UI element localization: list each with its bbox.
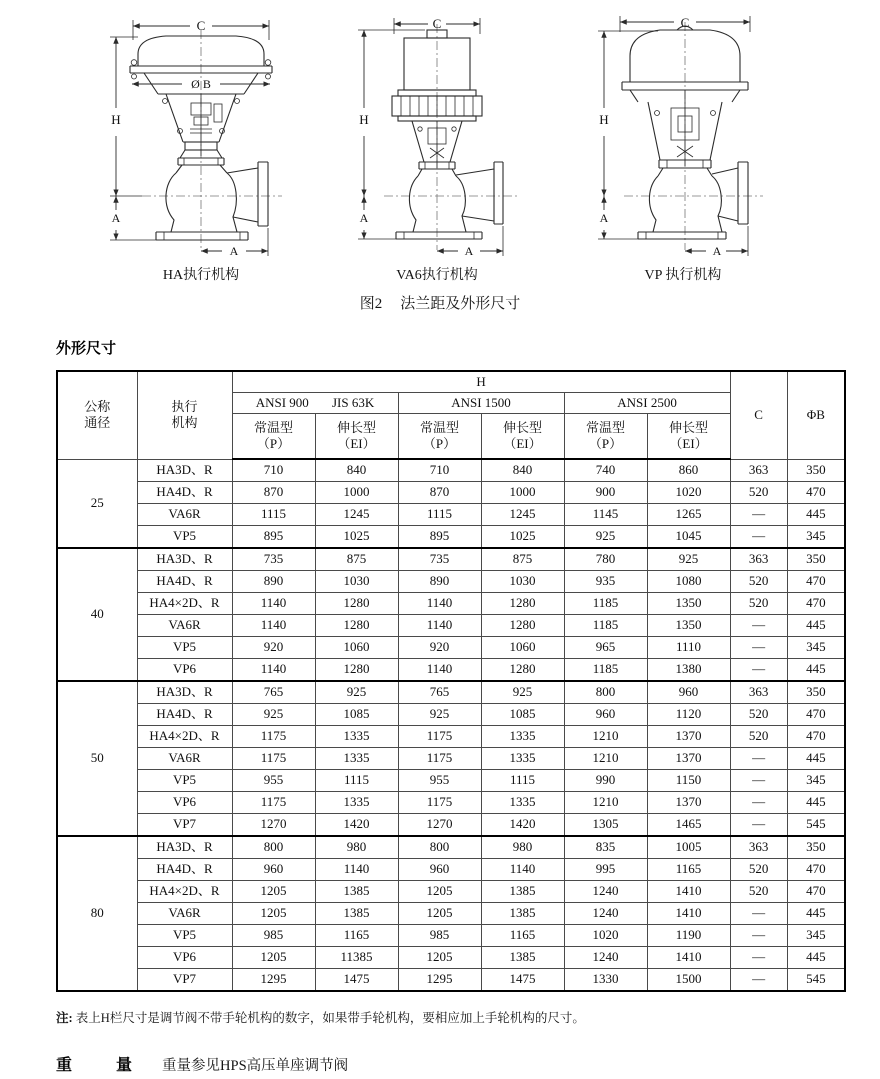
figure2-caption: [0, 292, 880, 313]
value-cell: 925: [398, 704, 481, 726]
actuator-model-cell: HA4×2D、R: [137, 726, 232, 748]
figure-ha-actuator: [86, 10, 316, 284]
value-cell: 955: [398, 770, 481, 792]
actuator-model-cell: HA4D、R: [137, 859, 232, 881]
value-cell: 1205: [232, 881, 315, 903]
col-header-ansi900-jis63k: ANSI 900 JIS 63K: [232, 393, 398, 414]
value-cell: 925: [315, 681, 398, 704]
value-cell: 1175: [398, 748, 481, 770]
value-cell: 1000: [481, 482, 564, 504]
dimensions-table: [56, 370, 846, 992]
dim-label-c: C: [680, 15, 690, 30]
value-cell: 1140: [315, 859, 398, 881]
value-cell: 545: [787, 969, 845, 992]
table-row: [57, 637, 845, 659]
dim-label-a-horiz: A: [229, 244, 239, 258]
value-cell: 800: [564, 681, 647, 704]
value-cell: 800: [398, 836, 481, 859]
dim-label-h: H: [599, 112, 609, 127]
value-cell: 470: [787, 571, 845, 593]
value-cell: 1335: [315, 792, 398, 814]
value-cell: —: [730, 615, 787, 637]
value-cell: 1210: [564, 726, 647, 748]
value-cell: 925: [647, 548, 730, 571]
value-cell: 520: [730, 482, 787, 504]
value-cell: 1385: [315, 881, 398, 903]
value-cell: 1295: [232, 969, 315, 992]
value-cell: 1295: [398, 969, 481, 992]
value-cell: 520: [730, 859, 787, 881]
value-cell: 1205: [398, 903, 481, 925]
value-cell: 895: [398, 526, 481, 549]
value-cell: 1140: [398, 615, 481, 637]
dim-label-a-vert: A: [111, 211, 121, 225]
value-cell: 1335: [481, 748, 564, 770]
figure-caption-va6: VA6执行机构: [396, 268, 478, 283]
value-cell: 1140: [398, 593, 481, 615]
col-header-extended-type: 伸长型 （EI）: [647, 414, 730, 460]
value-cell: 1205: [398, 881, 481, 903]
value-cell: 960: [564, 704, 647, 726]
value-cell: 1060: [315, 637, 398, 659]
value-cell: 1335: [481, 792, 564, 814]
col-header-normal-type: 常温型 （P）: [564, 414, 647, 460]
figure-row: [86, 10, 880, 284]
value-cell: 920: [398, 637, 481, 659]
table-row: [57, 947, 845, 969]
table-row: [57, 681, 845, 704]
value-cell: 890: [398, 571, 481, 593]
weight-heading-char2: 量: [116, 1055, 133, 1074]
dim-label-a-vert: A: [359, 211, 369, 225]
value-cell: 1410: [647, 881, 730, 903]
value-cell: 1190: [647, 925, 730, 947]
value-cell: 1140: [481, 859, 564, 881]
value-cell: 1240: [564, 947, 647, 969]
dim-label-phi-b: Ø B: [191, 77, 211, 91]
weight-heading-char1: 重: [56, 1055, 73, 1074]
actuator-model-cell: VP7: [137, 969, 232, 992]
value-cell: 1205: [232, 947, 315, 969]
value-cell: —: [730, 659, 787, 682]
value-cell: 1030: [481, 571, 564, 593]
value-cell: 1245: [481, 504, 564, 526]
value-cell: 1115: [481, 770, 564, 792]
value-cell: 345: [787, 526, 845, 549]
value-cell: 1500: [647, 969, 730, 992]
col-header-ansi2500: ANSI 2500: [564, 393, 730, 414]
value-cell: 1085: [315, 704, 398, 726]
actuator-model-cell: VP5: [137, 770, 232, 792]
value-cell: 1420: [481, 814, 564, 837]
actuator-model-cell: VA6R: [137, 615, 232, 637]
value-cell: 1165: [315, 925, 398, 947]
value-cell: 363: [730, 681, 787, 704]
table-row: [57, 704, 845, 726]
actuator-model-cell: VP5: [137, 526, 232, 549]
value-cell: 1465: [647, 814, 730, 837]
value-cell: 870: [232, 482, 315, 504]
value-cell: 780: [564, 548, 647, 571]
value-cell: 1335: [315, 748, 398, 770]
value-cell: 875: [315, 548, 398, 571]
value-cell: —: [730, 526, 787, 549]
actuator-model-cell: HA4D、R: [137, 571, 232, 593]
table-row: [57, 792, 845, 814]
weight-text: 重量参见HPS高压单座调节阀: [162, 1058, 349, 1074]
value-cell: 1000: [315, 482, 398, 504]
value-cell: 960: [398, 859, 481, 881]
value-cell: 1385: [481, 881, 564, 903]
value-cell: 1270: [398, 814, 481, 837]
value-cell: 925: [232, 704, 315, 726]
value-cell: 520: [730, 704, 787, 726]
value-cell: 1185: [564, 659, 647, 682]
value-cell: 11385: [315, 947, 398, 969]
table-row: [57, 593, 845, 615]
value-cell: 520: [730, 881, 787, 903]
col-header-actuator: 执行 机构: [137, 371, 232, 459]
value-cell: 1140: [232, 659, 315, 682]
actuator-model-cell: HA3D、R: [137, 548, 232, 571]
value-cell: 1205: [232, 903, 315, 925]
dim-label-a-vert: A: [599, 211, 609, 225]
value-cell: 520: [730, 571, 787, 593]
table-row: [57, 615, 845, 637]
value-cell: 1410: [647, 903, 730, 925]
col-header-normal-type: 常温型 （P）: [398, 414, 481, 460]
actuator-model-cell: VP5: [137, 637, 232, 659]
table-row: [57, 859, 845, 881]
value-cell: 1335: [315, 726, 398, 748]
value-cell: 895: [232, 526, 315, 549]
value-cell: 1140: [232, 615, 315, 637]
value-cell: 1175: [232, 748, 315, 770]
value-cell: 935: [564, 571, 647, 593]
value-cell: 890: [232, 571, 315, 593]
dim-label-h: H: [111, 112, 121, 127]
actuator-model-cell: HA4D、R: [137, 482, 232, 504]
col-header-nominal-diameter: 公称 通径: [57, 371, 137, 459]
value-cell: 1280: [315, 615, 398, 637]
value-cell: 860: [647, 459, 730, 482]
actuator-model-cell: HA4×2D、R: [137, 593, 232, 615]
actuator-model-cell: HA4D、R: [137, 704, 232, 726]
dim-label-h: H: [359, 112, 369, 127]
table-row: [57, 459, 845, 482]
value-cell: 1110: [647, 637, 730, 659]
value-cell: 990: [564, 770, 647, 792]
value-cell: 1370: [647, 792, 730, 814]
nominal-size-cell: 50: [57, 681, 137, 836]
value-cell: 1380: [647, 659, 730, 682]
value-cell: —: [730, 814, 787, 837]
value-cell: 1185: [564, 615, 647, 637]
value-cell: 1025: [315, 526, 398, 549]
value-cell: 1335: [481, 726, 564, 748]
value-cell: 1280: [481, 615, 564, 637]
value-cell: —: [730, 504, 787, 526]
value-cell: 363: [730, 459, 787, 482]
value-cell: 470: [787, 704, 845, 726]
value-cell: —: [730, 903, 787, 925]
value-cell: 445: [787, 615, 845, 637]
figure-caption-vp: VP 执行机构: [644, 268, 722, 283]
value-cell: —: [730, 637, 787, 659]
value-cell: 1175: [398, 792, 481, 814]
table-row: [57, 659, 845, 682]
value-cell: 925: [481, 681, 564, 704]
actuator-model-cell: VA6R: [137, 748, 232, 770]
table-body: [57, 459, 845, 991]
table-row: [57, 836, 845, 859]
dim-label-c: C: [196, 18, 206, 33]
value-cell: 1060: [481, 637, 564, 659]
actuator-model-cell: VP5: [137, 925, 232, 947]
figure-va6-actuator: [332, 10, 542, 284]
value-cell: 900: [564, 482, 647, 504]
value-cell: 1045: [647, 526, 730, 549]
value-cell: 350: [787, 836, 845, 859]
value-cell: 980: [481, 836, 564, 859]
value-cell: 1020: [647, 482, 730, 504]
actuator-model-cell: VP7: [137, 814, 232, 837]
value-cell: 445: [787, 947, 845, 969]
value-cell: 920: [232, 637, 315, 659]
value-cell: 350: [787, 548, 845, 571]
note-label: 注:: [56, 1011, 73, 1025]
value-cell: 1280: [315, 659, 398, 682]
value-cell: 470: [787, 593, 845, 615]
va6-actuator-drawing: [332, 10, 542, 262]
value-cell: —: [730, 969, 787, 992]
actuator-model-cell: VA6R: [137, 504, 232, 526]
table-row: [57, 548, 845, 571]
value-cell: 1475: [315, 969, 398, 992]
value-cell: 1115: [232, 504, 315, 526]
actuator-model-cell: VA6R: [137, 903, 232, 925]
value-cell: 1085: [481, 704, 564, 726]
value-cell: 765: [398, 681, 481, 704]
value-cell: 1385: [481, 947, 564, 969]
figure-vp-actuator: [558, 10, 808, 284]
table-row: [57, 526, 845, 549]
value-cell: 870: [398, 482, 481, 504]
note-text: 表上H栏尺寸是调节阀不带手轮机构的数字，如果带手轮机构，要相应加上手轮机构的尺寸。: [75, 1011, 585, 1025]
table-row: [57, 814, 845, 837]
value-cell: 1245: [315, 504, 398, 526]
section-heading-dimensions: 外形尺寸: [56, 339, 117, 357]
table-row: [57, 969, 845, 992]
value-cell: 955: [232, 770, 315, 792]
col-header-h: H: [232, 371, 730, 393]
value-cell: 1305: [564, 814, 647, 837]
value-cell: 710: [232, 459, 315, 482]
value-cell: 1140: [398, 659, 481, 682]
value-cell: 1175: [398, 726, 481, 748]
value-cell: —: [730, 947, 787, 969]
value-cell: 1165: [647, 859, 730, 881]
value-cell: 1115: [315, 770, 398, 792]
value-cell: 1350: [647, 615, 730, 637]
value-cell: 875: [481, 548, 564, 571]
value-cell: 995: [564, 859, 647, 881]
actuator-model-cell: HA3D、R: [137, 836, 232, 859]
value-cell: 1020: [564, 925, 647, 947]
table-row: [57, 903, 845, 925]
nominal-size-cell: 40: [57, 548, 137, 681]
col-header-c: C: [730, 371, 787, 459]
value-cell: 1410: [647, 947, 730, 969]
value-cell: 470: [787, 881, 845, 903]
value-cell: 345: [787, 637, 845, 659]
value-cell: 985: [398, 925, 481, 947]
table-row: [57, 504, 845, 526]
table-row: [57, 726, 845, 748]
value-cell: 1030: [315, 571, 398, 593]
ha-actuator-drawing: [86, 10, 316, 262]
value-cell: 1165: [481, 925, 564, 947]
value-cell: 1185: [564, 593, 647, 615]
value-cell: 1350: [647, 593, 730, 615]
value-cell: 1140: [232, 593, 315, 615]
value-cell: 1210: [564, 748, 647, 770]
dim-label-a-horiz: A: [464, 244, 474, 258]
table-row: [57, 770, 845, 792]
value-cell: 925: [564, 526, 647, 549]
value-cell: 1145: [564, 504, 647, 526]
value-cell: 740: [564, 459, 647, 482]
value-cell: 445: [787, 504, 845, 526]
value-cell: 960: [232, 859, 315, 881]
value-cell: 1370: [647, 726, 730, 748]
dim-label-c: C: [432, 16, 442, 31]
value-cell: 735: [232, 548, 315, 571]
value-cell: 520: [730, 593, 787, 615]
value-cell: 1005: [647, 836, 730, 859]
value-cell: 1420: [315, 814, 398, 837]
value-cell: 1475: [481, 969, 564, 992]
note-line: [56, 1008, 844, 1026]
figure2-title: 法兰距及外形尺寸: [400, 296, 521, 312]
table-row: [57, 482, 845, 504]
value-cell: 363: [730, 548, 787, 571]
actuator-model-cell: VP6: [137, 659, 232, 682]
value-cell: 765: [232, 681, 315, 704]
col-header-phi-b: ΦB: [787, 371, 845, 459]
value-cell: —: [730, 748, 787, 770]
value-cell: 980: [315, 836, 398, 859]
value-cell: 735: [398, 548, 481, 571]
value-cell: 710: [398, 459, 481, 482]
value-cell: 1025: [481, 526, 564, 549]
value-cell: 350: [787, 459, 845, 482]
value-cell: 1115: [398, 504, 481, 526]
value-cell: 363: [730, 836, 787, 859]
value-cell: 345: [787, 925, 845, 947]
weight-line: [56, 1052, 844, 1075]
value-cell: 960: [647, 681, 730, 704]
value-cell: 1240: [564, 903, 647, 925]
nominal-size-cell: 25: [57, 459, 137, 548]
value-cell: 840: [481, 459, 564, 482]
value-cell: 1205: [398, 947, 481, 969]
figure-caption-ha: HA执行机构: [162, 268, 240, 283]
col-header-ansi1500: ANSI 1500: [398, 393, 564, 414]
vp-actuator-drawing: [558, 10, 808, 262]
value-cell: 545: [787, 814, 845, 837]
value-cell: 1080: [647, 571, 730, 593]
value-cell: 1280: [481, 593, 564, 615]
actuator-model-cell: HA3D、R: [137, 681, 232, 704]
nominal-size-cell: 80: [57, 836, 137, 991]
value-cell: 445: [787, 792, 845, 814]
value-cell: 835: [564, 836, 647, 859]
value-cell: 345: [787, 770, 845, 792]
value-cell: 1210: [564, 792, 647, 814]
value-cell: 1270: [232, 814, 315, 837]
value-cell: 985: [232, 925, 315, 947]
value-cell: 1175: [232, 726, 315, 748]
value-cell: 1150: [647, 770, 730, 792]
value-cell: 1385: [315, 903, 398, 925]
value-cell: 470: [787, 482, 845, 504]
actuator-model-cell: HA4×2D、R: [137, 881, 232, 903]
value-cell: 1120: [647, 704, 730, 726]
actuator-model-cell: VP6: [137, 792, 232, 814]
col-header-normal-type: 常温型 （P）: [232, 414, 315, 460]
value-cell: —: [730, 770, 787, 792]
actuator-model-cell: VP6: [137, 947, 232, 969]
figure2-label: 图2: [359, 296, 383, 312]
value-cell: 445: [787, 903, 845, 925]
value-cell: 1370: [647, 748, 730, 770]
value-cell: 965: [564, 637, 647, 659]
col-header-extended-type: 伸长型 （EI）: [481, 414, 564, 460]
value-cell: —: [730, 925, 787, 947]
dim-label-a-horiz: A: [712, 244, 722, 258]
value-cell: 1280: [315, 593, 398, 615]
value-cell: 800: [232, 836, 315, 859]
value-cell: 445: [787, 748, 845, 770]
value-cell: 1280: [481, 659, 564, 682]
value-cell: 840: [315, 459, 398, 482]
value-cell: 470: [787, 726, 845, 748]
value-cell: 445: [787, 659, 845, 682]
table-row: [57, 748, 845, 770]
table-row: [57, 881, 845, 903]
value-cell: 470: [787, 859, 845, 881]
value-cell: 1330: [564, 969, 647, 992]
table-row: [57, 571, 845, 593]
value-cell: 1240: [564, 881, 647, 903]
value-cell: 1175: [232, 792, 315, 814]
col-header-extended-type: 伸长型 （EI）: [315, 414, 398, 460]
actuator-model-cell: HA3D、R: [137, 459, 232, 482]
table-row: [57, 925, 845, 947]
value-cell: 350: [787, 681, 845, 704]
value-cell: 1385: [481, 903, 564, 925]
value-cell: 520: [730, 726, 787, 748]
value-cell: 1265: [647, 504, 730, 526]
value-cell: —: [730, 792, 787, 814]
